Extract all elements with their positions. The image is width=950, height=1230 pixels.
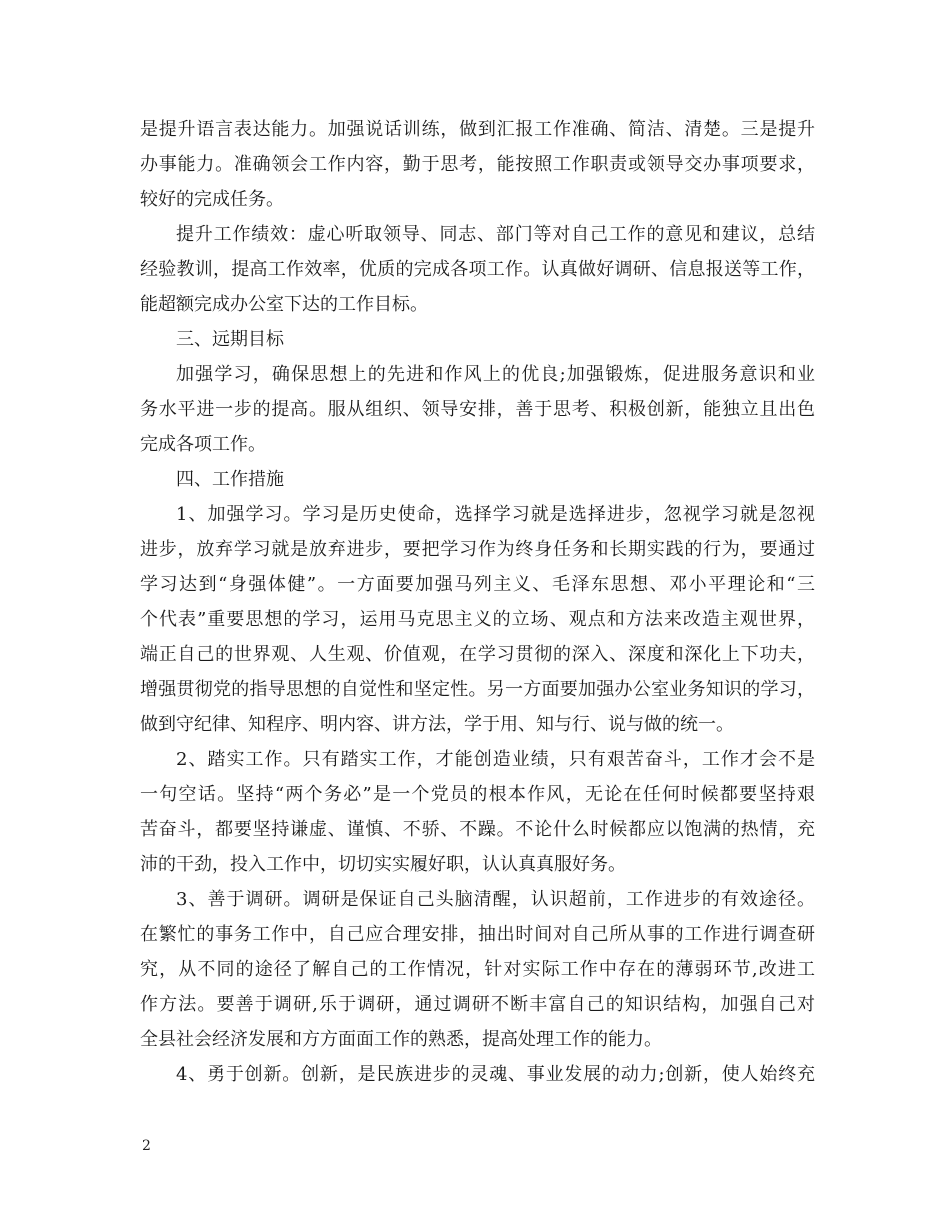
text-line: 1、加强学习。学习是历史使命，选择学习就是选择进步，忽视学习就是忽视 <box>176 504 815 525</box>
text-line: 提升工作绩效：虚心听取领导、同志、部门等对自己工作的意见和建议，总结 <box>176 224 815 245</box>
text-line: 苦奋斗，都要坚持谦虚、谨慎、不骄、不躁。不论什么时候都应以饱满的热情，充 <box>140 819 815 840</box>
text-line: 学习达到“身强体健”。一方面要加强马列主义、毛泽东思想、邓小平理论和“三 <box>140 574 815 595</box>
text-line: 全县社会经济发展和方方面面工作的熟悉，提高处理工作的能力。 <box>140 1029 662 1050</box>
text-line: 务水平进一步的提高。服从组织、领导安排，善于思考、积极创新，能独立且出色 <box>140 399 815 420</box>
paragraph <box>140 1057 815 1092</box>
paragraph <box>140 882 815 1057</box>
page-number: 2 <box>142 1138 151 1154</box>
text-line: 增强贯彻党的指导思想的自觉性和坚定性。另一方面要加强办公室业务知识的学习， <box>140 679 815 700</box>
text-line: 3、善于调研。调研是保证自己头脑清醒，认识超前，工作进步的有效途径。 <box>176 889 815 910</box>
text-line: 做到守纪律、知程序、明内容、讲方法，学于用、知与行、说与做的统一。 <box>140 714 734 735</box>
paragraph <box>140 357 815 462</box>
text-line: 经验教训，提高工作效率，优质的完成各项工作。认真做好调研、信息报送等工作， <box>140 259 815 280</box>
paragraph <box>140 217 815 322</box>
text-line: 沛的干劲，投入工作中，切切实实履好职，认认真真服好务。 <box>140 854 626 875</box>
text-line: 2、踏实工作。只有踏实工作，才能创造业绩，只有艰苦奋斗，工作才会不是 <box>176 749 815 770</box>
text-line: 在繁忙的事务工作中，自己应合理安排，抽出时间对自己所从事的工作进行调查研 <box>140 924 815 945</box>
text-line: 办事能力。准确领会工作内容，勤于思考，能按照工作职责或领导交办事项要求， <box>140 154 815 175</box>
text-line: 个代表”重要思想的学习，运用马克思主义的立场、观点和方法来改造主观世界， <box>140 609 815 630</box>
text-line: 加强学习，确保思想上的先进和作风上的优良;加强锻炼，促进服务意识和业 <box>176 364 815 385</box>
text-line: 完成各项工作。 <box>140 434 266 455</box>
paragraph <box>140 742 815 882</box>
text-line: 是提升语言表达能力。加强说话训练，做到汇报工作准确、简洁、清楚。三是提升 <box>140 119 815 140</box>
document-body <box>140 112 815 1092</box>
text-line: 端正自己的世界观、人生观、价值观，在学习贯彻的深入、深度和深化上下功夫， <box>140 644 815 665</box>
text-line: 究，从不同的途径了解自己的工作情况，针对实际工作中存在的薄弱环节,改进工 <box>140 959 815 980</box>
section-heading: 四、工作措施 <box>176 469 284 490</box>
text-line: 4、勇于创新。创新，是民族进步的灵魂、事业发展的动力;创新，使人始终充 <box>176 1064 815 1085</box>
text-line: 作方法。要善于调研,乐于调研，通过调研不断丰富自己的知识结构，加强自己对 <box>140 994 815 1015</box>
paragraph <box>140 112 815 217</box>
text-line: 能超额完成办公室下达的工作目标。 <box>140 294 428 315</box>
text-line: 进步，放弃学习就是放弃进步，要把学习作为终身任务和长期实践的行为，要通过 <box>140 539 815 560</box>
text-line: 一句空话。坚持“两个务必”是一个党员的根本作风，无论在任何时候都要坚持艰 <box>140 784 815 805</box>
text-line: 较好的完成任务。 <box>140 189 284 210</box>
section-heading: 三、远期目标 <box>176 329 284 350</box>
paragraph <box>140 497 815 742</box>
